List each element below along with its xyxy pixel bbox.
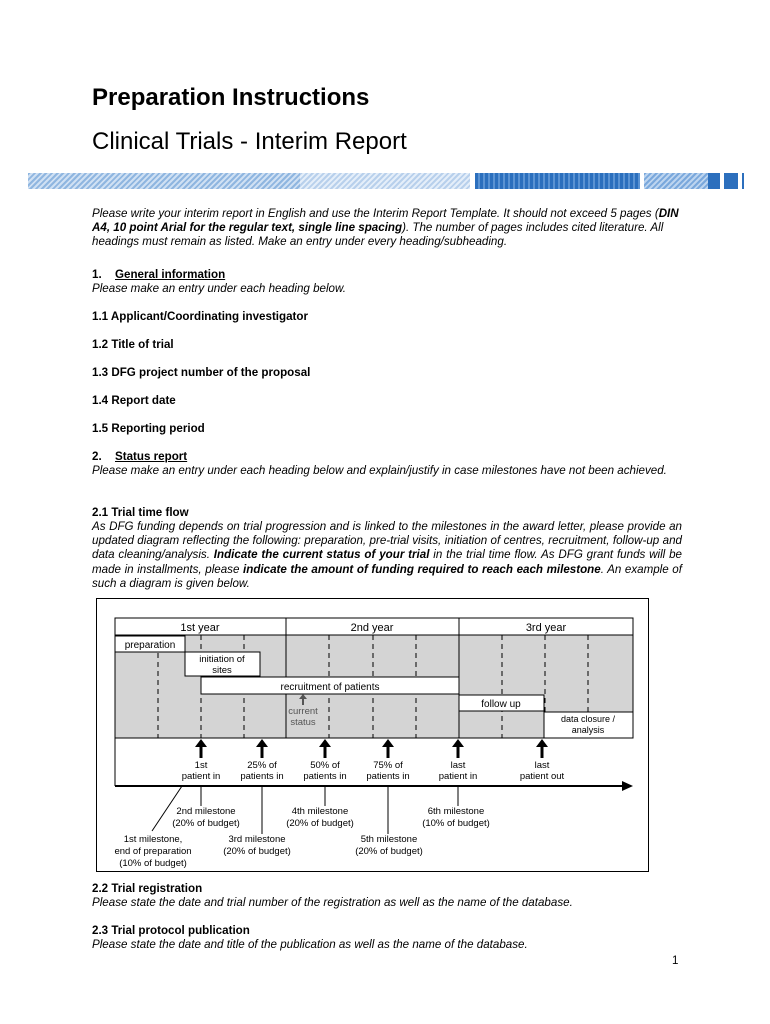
- intro-paragraph: Please write your interim report in English and use the Interim Report Template. It should not exceed 5 pages (DIN A4, 10 point Arial for the regular text, single line spacing). The number of pages includes cited literature. All headings must remain as listed. Make an entry under every heading/subheading.: [92, 207, 679, 249]
- arrow-2-line2: patients in: [240, 771, 284, 782]
- section-1-4-heading: 1.4 Report date: [92, 394, 176, 407]
- current-status-line2: status: [290, 717, 316, 728]
- milestone-1-line1: 1st milestone,: [123, 834, 183, 845]
- arrow-6-line1: last: [534, 760, 550, 771]
- arrow-3-line1: 50% of: [310, 760, 340, 771]
- decorative-band: [28, 173, 744, 189]
- section-2-desc: Please make an entry under each heading below and explain/justify in case milestones have not been achieved.: [92, 464, 667, 477]
- milestone-1-line3: (10% of budget): [119, 858, 187, 869]
- milestone-5-line2: (20% of budget): [355, 846, 423, 857]
- milestone-5-line1: 5th milestone: [360, 834, 418, 845]
- section-1-5-heading: 1.5 Reporting period: [92, 422, 205, 435]
- section-2-3-desc: Please state the date and title of the publication as well as the name of the database.: [92, 938, 528, 951]
- milestone-2-line1: 2nd milestone: [176, 806, 236, 817]
- arrow-5-line2: patient in: [438, 771, 478, 782]
- arrow-5-line1: last: [450, 760, 466, 771]
- section-2-heading: 2. Status report: [92, 450, 188, 463]
- trial-time-flow-diagram: [96, 598, 649, 872]
- page-subtitle: Clinical Trials - Interim Report: [92, 128, 407, 155]
- milestone-3-line1: 3rd milestone: [228, 834, 286, 845]
- section-2-2-desc: Please state the date and trial number of the registration as well as the name of the database.: [92, 896, 573, 909]
- section-1-1-heading: 1.1 Applicant/Coordinating investigator: [92, 310, 309, 323]
- section-1-desc: Please make an entry under each heading below.: [92, 282, 346, 295]
- milestone-2-line2: (20% of budget): [172, 818, 240, 829]
- phase-closure-line1: data closure /: [560, 714, 616, 724]
- section-1-heading: 1. General information: [92, 268, 226, 281]
- phase-preparation: preparation: [124, 640, 176, 651]
- page-title: Preparation Instructions: [92, 84, 370, 111]
- milestone-3-line2: (20% of budget): [223, 846, 291, 857]
- milestone-6-line1: 6th milestone: [427, 806, 485, 817]
- phase-initiation-line2: sites: [212, 665, 232, 676]
- arrow-2-line1: 25% of: [247, 760, 277, 771]
- current-status-line1: current: [288, 706, 318, 717]
- arrow-1-line1: 1st: [194, 760, 208, 771]
- arrow-4-line2: patients in: [366, 771, 410, 782]
- milestone-4-line2: (20% of budget): [286, 818, 354, 829]
- milestone-1-line2: end of preparation: [114, 846, 192, 857]
- phase-follow-up: follow up: [481, 699, 521, 710]
- page-number: 1: [672, 955, 679, 967]
- year-1-label: 1st year: [180, 622, 220, 634]
- arrow-1-line2: patient in: [181, 771, 221, 782]
- arrow-3-line2: patients in: [303, 771, 347, 782]
- section-1-2-heading: 1.2 Title of trial: [92, 338, 174, 351]
- phase-recruitment: recruitment of patients: [280, 682, 380, 693]
- milestone-6-line2: (10% of budget): [422, 818, 490, 829]
- year-2-label: 2nd year: [350, 622, 394, 634]
- phase-closure-line2: analysis: [571, 725, 605, 735]
- year-3-label: 3rd year: [525, 622, 567, 634]
- milestone-4-line1: 4th milestone: [291, 806, 349, 817]
- phase-initiation-line1: initiation of: [199, 654, 245, 665]
- section-2-1-heading: 2.1 Trial time flow: [92, 506, 189, 519]
- section-1-3-heading: 1.3 DFG project number of the proposal: [92, 366, 311, 379]
- section-2-2-heading: 2.2 Trial registration: [92, 882, 203, 895]
- section-2-3-heading: 2.3 Trial protocol publication: [92, 924, 250, 937]
- arrow-6-line2: patient out: [519, 771, 565, 782]
- section-2-1-paragraph: As DFG funding depends on trial progression and is linked to the milestones in the award letter, please provide an updated diagram reflecting the following: preparation, pre-trial visits, initiation of centres, recruitment, follow-up and data cleaning/analysis. Indicate the current status of your trial in the trial time flow. As DFG grant funds will be made in installments, please indicate the amount of funding required to reach each milestone. An example of such a diagram is given below.: [92, 520, 682, 590]
- arrow-4-line1: 75% of: [373, 760, 403, 771]
